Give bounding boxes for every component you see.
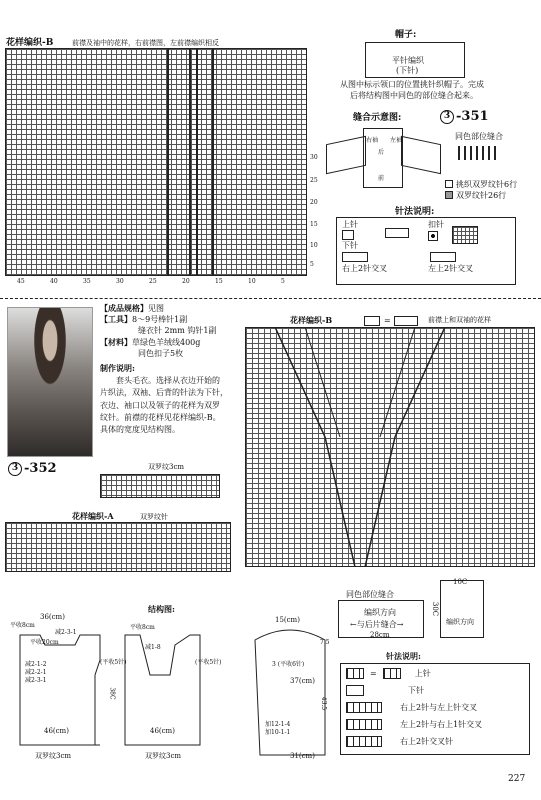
fold-same-color: 同色部位缝合 [346, 590, 394, 599]
left-cross-sym [430, 252, 456, 262]
legend-sym-cross1 [346, 702, 382, 713]
struct-rib3: 双罗纹3cm [35, 752, 72, 760]
section-divider [0, 298, 541, 299]
fold-direction: 编织方向 [364, 608, 396, 617]
chart-a-sub: 双罗纹针 [140, 513, 168, 521]
struct-w36: 36(cm) [40, 613, 65, 621]
right-cross-label: 右上2针交叉 [342, 264, 388, 273]
down-stitch-label: 下针 [342, 241, 358, 250]
struct-flat20: 平收20cm [30, 639, 59, 646]
same-color-note: 同色部位缝合 [455, 132, 503, 141]
hat-inner2: (下针) [396, 66, 419, 75]
struct-dec2: 减2-3-1 [55, 629, 77, 636]
struct-w15: 15(cm) [275, 616, 300, 624]
spec-block: 【成品规格】见图 【工具】8～9号棒针1副 缝衣针 2mm 钩针1副 【材料】草绿色羊绒线400g 同色扣子5枚 制作说明: 套头毛衣。选择从衣边开始的 片织法，双袖、后背的针法为下针， 衣边、袖口以及领子的花样为双罗 纹针。前襟的花样见花样编织-B。 具体的宽度见结构图。 [100, 303, 228, 434]
method-box [336, 217, 516, 285]
up-stitch-eq [385, 228, 409, 238]
struct-rib3b: 双罗纹3cm [145, 752, 182, 760]
struct-w46: 46(cm) [44, 727, 69, 735]
struct-flat5: (平收5针) [100, 659, 127, 666]
rib-grid [100, 474, 220, 498]
struct-add: 加12-1-4 [265, 721, 291, 728]
right-cross-sym [342, 252, 368, 262]
hat-inner: 平针编织 [392, 56, 424, 65]
rib-label: 双罗纹3cm [148, 463, 185, 471]
legend-sym-cross3 [346, 736, 382, 747]
same-color-marks [458, 146, 498, 160]
legend-row-cross3: 右上2针交叉针 [346, 736, 453, 747]
chart-b-note: 前襟及袖中的花样，右前襟图，左前襟编织相反 [72, 39, 219, 47]
label-front: 前 [378, 175, 385, 182]
label-back: 后 [378, 149, 385, 156]
struct-w46b: 46(cm) [150, 727, 175, 735]
struct-dec-c: 减2-3-1 [25, 677, 47, 684]
fold-height: 30C [431, 601, 440, 617]
legend-sym-up2 [383, 668, 401, 679]
rib6-swatch [445, 180, 453, 188]
diagram-left-sleeve [326, 136, 366, 175]
fold-ten: 10C [453, 578, 468, 586]
struct-dec-a: 减2-1-2 [25, 661, 47, 668]
hat-title: 帽子: [395, 30, 417, 40]
cable-column [167, 48, 191, 276]
rib26-swatch [445, 191, 453, 199]
diagram-title: 缝合示意图: [353, 113, 402, 123]
label-left-sleeve: 左袖 [390, 137, 403, 144]
struct-w37: 37(cm) [290, 677, 315, 685]
page-number: 227 [508, 774, 526, 784]
legend-row-down: 下针 [346, 685, 424, 696]
up-stitch-label: 上针 [342, 220, 358, 229]
chart-a-grid [5, 522, 231, 572]
pattern-351: 3 -351 [440, 110, 489, 125]
rib26-label: 双罗纹针26行 [456, 191, 507, 200]
right-chart-eq: = [384, 316, 391, 325]
legend-sym-cross2 [346, 719, 382, 730]
struct-flat8: 平收8cm [10, 622, 35, 629]
pin-grid [452, 226, 478, 244]
struct-add2: 加10-1-1 [265, 729, 291, 736]
right-chart-sym2 [394, 316, 418, 326]
fold-width: 28cm [370, 631, 390, 639]
hat-desc2: 后将结构图中同色的部位缝合起来。 [350, 91, 478, 100]
legend-row-up: = 上针 [346, 668, 431, 679]
legend-row-cross2: 左上2针与右上1针交叉 [346, 719, 482, 730]
pin-sym [428, 231, 438, 241]
struct-flat5b: (平收5针) [195, 659, 222, 666]
legend-sym-down [346, 685, 364, 696]
method-title: 针法说明: [395, 207, 435, 217]
fold-seam: ←与后片缝合→ [350, 620, 404, 629]
right-chart-title: 花样编织-B [290, 315, 333, 325]
struct-h7: 7.5 [320, 639, 330, 646]
pin-label: 扣针 [428, 220, 444, 229]
struct-w31: 31(cm) [290, 752, 315, 760]
fold-side [440, 580, 484, 638]
struct-flat8b: 平收8cm [130, 624, 155, 631]
struct-dec1-8: 减1-8 [145, 644, 161, 651]
struct-h43: 43.5 [320, 696, 328, 711]
pattern-352: 3 -352 [8, 462, 57, 477]
legend-sym-up [346, 668, 364, 679]
chart-b-grid [5, 48, 307, 276]
left-cross-label: 左上2针交叉 [428, 264, 474, 273]
up-stitch-sym [342, 230, 354, 240]
structure-title: 结构图: [148, 604, 175, 614]
struct-dec-b: 减2-2-1 [25, 669, 47, 676]
chart-b-title: 花样编织-B [6, 38, 54, 48]
cable-diagonals [245, 327, 535, 567]
struct-r3: 3 (平收6针) [272, 661, 305, 668]
cable-column-2 [196, 48, 214, 276]
chart-a-title: 花样编织-A [72, 511, 114, 521]
col-numbers: 45 40 35 30 25 20 15 10 5 [17, 278, 285, 285]
rib6-label: 挑织双罗纹针6行 [456, 180, 518, 189]
model-photo [7, 307, 93, 457]
right-chart-sym [364, 316, 380, 326]
legend-row-cross1: 右上2针与左上针交叉 [346, 702, 477, 713]
label-right-sleeve: 右袖 [366, 137, 379, 144]
fold-direction-2: 编织方向 [446, 618, 474, 626]
struct-h38: 38C [108, 687, 116, 700]
hat-desc1: 从图中标示领口的位置挑针织帽子。完成 [340, 80, 484, 89]
legend-title: 针法说明: [386, 651, 421, 661]
diagram-right-sleeve [401, 136, 441, 175]
right-chart-note: 前襟上和双袖的花样 [428, 316, 491, 324]
